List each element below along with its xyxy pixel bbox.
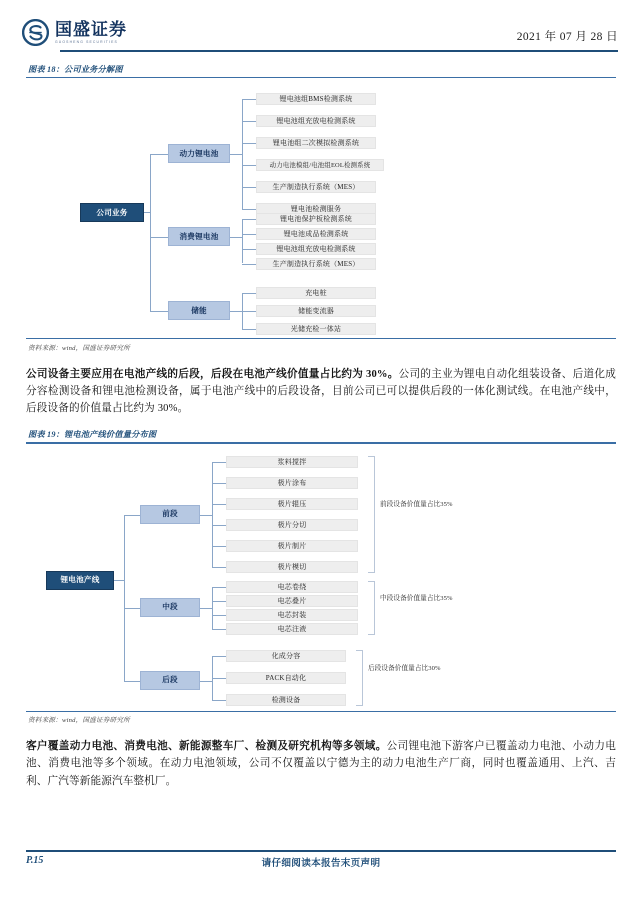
page-footer [26,850,616,869]
tree19-stage-rear: 后段 [140,671,200,690]
report-date: 2021 年 07 月 28 日 [516,31,618,43]
tree19-leaf: 极片涂布 [226,477,358,489]
tree19-s1-leaf3-link [212,504,226,505]
tree18-leaf: 锂电池组BMS检测系统 [256,93,376,105]
footer-divider [26,850,616,852]
tree18-branch1-spine [242,99,243,209]
figure-18-top-rule [26,77,616,78]
page-number: P.15 [26,855,44,866]
tree18-root-stub [144,212,150,213]
tree19-s1-leaf2-link [212,483,226,484]
tree19-stage1-link [124,515,140,516]
figure-18-source: 资料来源：wind，国盛证券研究所 [26,338,616,352]
tree18-b3-leaf3-link [242,329,256,330]
figure-19-tree-diagram [26,448,616,704]
tree18-leaf: 生产制造执行系统（MES） [256,181,376,193]
tree18-root-node: 公司业务 [80,203,144,222]
brand-name: 国盛证券 [55,20,127,40]
tree19-root-stub [114,580,124,581]
tree18-b2-leaf1-link [242,219,256,220]
footer-disclaimer: 请仔细阅读本报告末页声明 [261,858,381,869]
tree19-stage2-spine [212,587,213,630]
tree18-leaf: 锂电池成品检测系统 [256,228,376,240]
tree19-stage2-out [200,608,212,609]
tree18-branch-consumer-battery: 消费锂电池 [168,227,230,246]
tree18-leaf: 锂电池保护板检测系统 [256,213,376,225]
tree19-rear-brace [356,650,363,706]
paragraph-2-body: 公司锂电池下游客户已覆盖动力电池、小动力电池、消费电池等多个领域。在动力电池领域，公司不仅覆盖以宁德为主的动力电池生产厂商，同时也覆盖通用、上汽、吉利、广汽等新能源汽车整机厂。 [26,741,616,787]
tree19-s2-leaf4-link [212,629,226,630]
tree18-b2-leaf3-link [242,249,256,250]
tree18-leaf: 充电桩 [256,287,376,299]
page-content [0,64,640,790]
figure-19-body [26,448,616,725]
tree19-s3-leaf1-link [212,656,226,657]
tree18-leaf: 光储充检一体站 [256,323,376,335]
paragraph-customer-coverage [26,738,616,789]
tree18-branch-power-battery: 动力锂电池 [168,144,230,163]
tree19-s3-leaf3-link [212,700,226,701]
tree19-front-brace [368,456,375,573]
tree19-s1-leaf1-link [212,462,226,463]
tree19-leaf: 化成分容 [226,650,346,662]
tree18-b1-leaf5-link [242,187,256,188]
guosheng-circle-s-logo-icon [22,19,49,46]
tree19-stage1-out [200,515,212,516]
tree19-stage1-spine [212,462,213,568]
tree19-s3-leaf2-link [212,678,226,679]
tree18-branch2-link [150,237,168,238]
tree19-s2-leaf1-link [212,587,226,588]
tree19-front-annotation: 前段设备价值量占比35% [380,500,453,508]
tree19-stage-front: 前段 [140,505,200,524]
tree19-stage-middle: 中段 [140,598,200,617]
tree19-leaf: 极片模切 [226,561,358,573]
tree19-rear-annotation: 后段设备价值量占比30% [368,664,441,672]
tree18-leaf: 生产制造执行系统（MES） [256,258,376,270]
tree19-leaf: 电芯注液 [226,623,358,635]
tree19-middle-brace [368,581,375,635]
tree19-leaf: 浆料搅拌 [226,456,358,468]
figure-19-top-rule [26,442,616,443]
figure-18-body [26,82,616,352]
figure-18-tree-diagram [26,82,616,338]
tree18-branch2-spine [242,219,243,263]
brand-subtitle: GUOSHENG SECURITIES [55,39,118,44]
tree19-leaf: 极片分切 [226,519,358,531]
tree19-s2-leaf2-link [212,601,226,602]
tree19-root-node: 锂电池产线 [46,571,114,590]
tree19-leaf: 电芯卷绕 [226,581,358,593]
tree19-s1-leaf5-link [212,546,226,547]
tree19-s1-leaf4-link [212,525,226,526]
tree18-b3-leaf1-link [242,293,256,294]
tree18-leaf: 储能变流器 [256,305,376,317]
tree18-leaf: 锂电池组二次模拟检测系统 [256,137,376,149]
tree18-branch1-link [150,154,168,155]
tree18-branch-energy-storage: 储能 [168,301,230,320]
tree19-leaf: 电芯叠片 [226,595,358,607]
tree18-b1-leaf6-link [242,209,256,210]
tree18-b1-leaf3-link [242,143,256,144]
tree19-stage2-link [124,608,140,609]
tree19-stage3-link [124,681,140,682]
tree18-branch3-out [230,311,242,312]
figure-19-title: 图表 19：锂电池产线价值量分布图 [28,430,157,440]
tree18-branch2-out [230,237,242,238]
tree18-leaf: 锂电池组充放电检测系统 [256,243,376,255]
tree18-branch3-link [150,311,168,312]
figure-19 [26,429,616,724]
figure-18-title: 图表 18：公司业务分解图 [28,65,123,74]
tree18-b1-leaf2-link [242,121,256,122]
tree19-stage3-out [200,681,212,682]
tree18-root-spine [150,154,151,311]
tree18-b2-leaf4-link [242,264,256,265]
tree19-leaf: 极片制片 [226,540,358,552]
tree18-b2-leaf2-link [242,234,256,235]
paragraph-1-lead: 公司设备主要应用在电池产线的后段，后段在电池产线价值量占比约为 30%。 [26,368,399,380]
figure-19-source: 资料来源：wind，国盛证券研究所 [26,711,616,725]
tree19-leaf: 极片辊压 [226,498,358,510]
tree19-s1-leaf6-link [212,567,226,568]
tree19-leaf: PACK自动化 [226,672,346,684]
tree18-b1-leaf4-link [242,165,256,166]
paragraph-1-body: 公司的主业为锂电自动化组装设备、后道化成分容检测设备和锂电池检测设备，属于电池产线中的后段设备，目前公司已可以提供后段的一体化测试线。在电池产线中，后段设备的价值量占比约为 30%。 [26,368,616,415]
tree19-s2-leaf3-link [212,615,226,616]
tree19-leaf: 检测设备 [226,694,346,706]
paragraph-rear-stage-value [26,366,616,417]
tree18-b1-leaf1-link [242,99,256,100]
figure-18 [26,64,616,352]
paragraph-2-lead: 客户覆盖动力电池、消费电池、新能源整车厂、检测及研究机构等多领域。 [26,741,387,753]
tree18-b3-leaf2-link [242,311,256,312]
tree18-leaf: 动力电池模组/电池组EOL检测系统 [256,159,384,171]
tree18-leaf: 锂电池检测服务 [256,203,376,215]
tree19-middle-annotation: 中段设备价值量占比35% [380,594,453,602]
tree19-leaf: 电芯封装 [226,609,358,621]
page-header [0,0,640,52]
tree19-root-spine [124,515,125,681]
tree18-branch1-out [230,154,242,155]
tree18-leaf: 锂电池组充放电检测系统 [256,115,376,127]
brand-logo [22,19,127,52]
header-divider [60,50,618,52]
